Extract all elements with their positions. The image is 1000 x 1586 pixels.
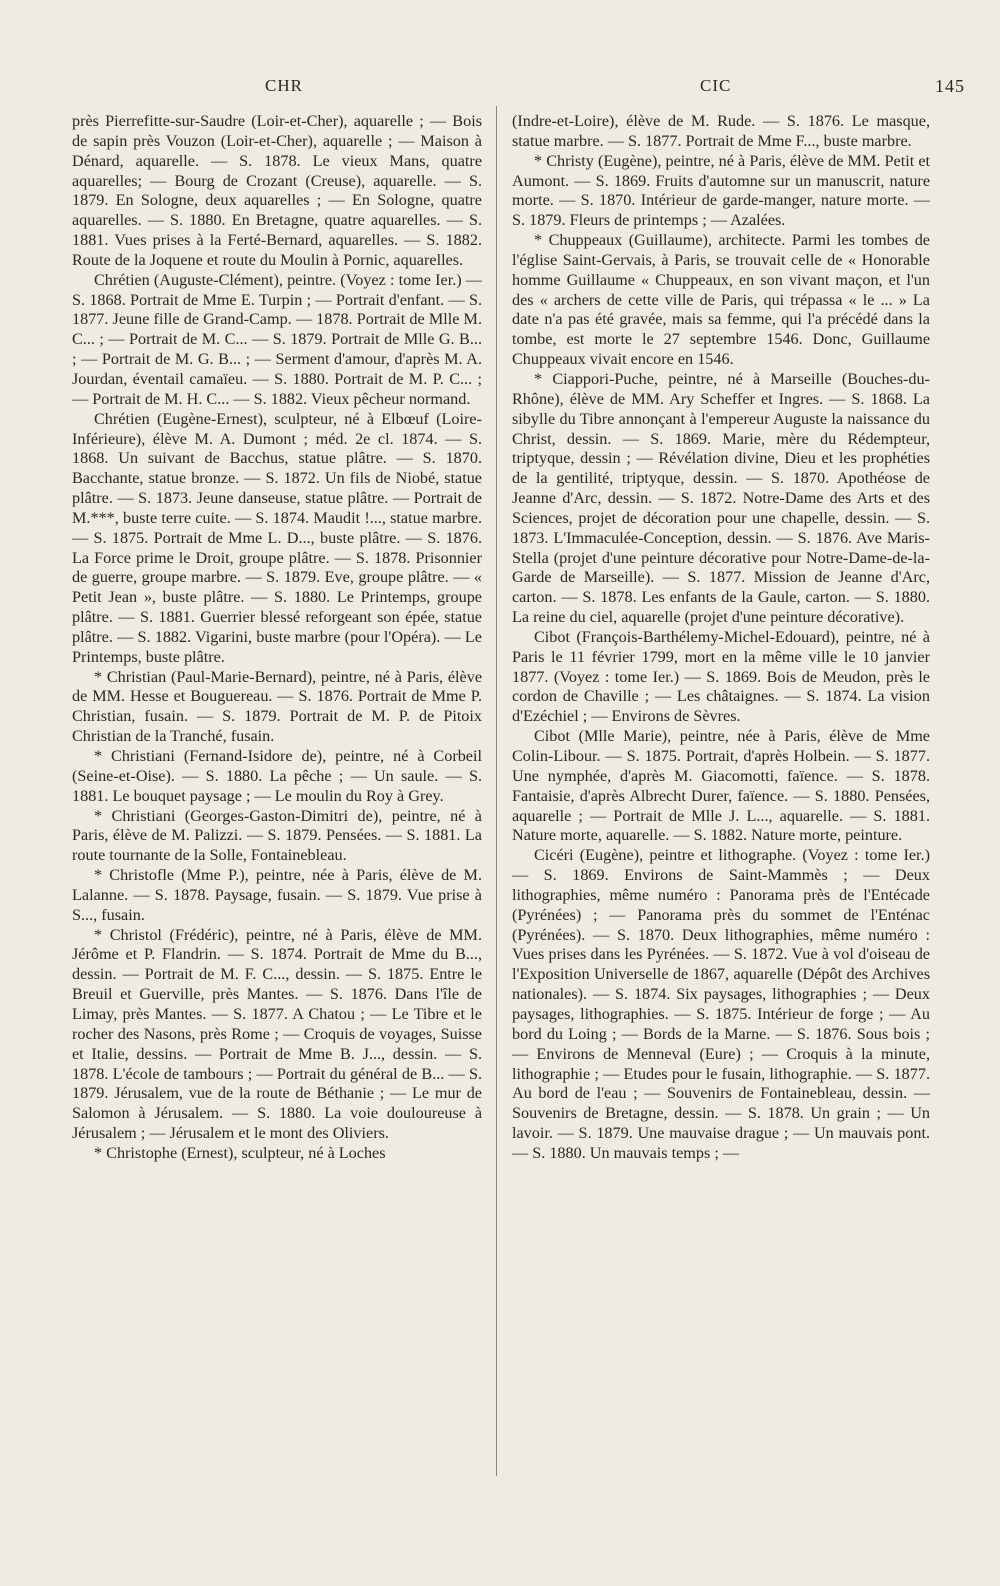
entry-cibot-francois: Cibot (François-Barthélemy-Michel-Edouard), peintre, né à Paris le 11 février 1799, mort en la même ville le 10 janvier 1877. (Voyez : tome Ier.) — S. 1869. Bois de Meudon, près le cordon de Chaville ; — Les châtaignes. — S. 1874. La vision d'Ezéchiel ; — Environs de Sèvres. <box>512 627 930 726</box>
entry-christiani-georges: * Christiani (Georges-Gaston-Dimitri de), peintre, né à Paris, élève de M. Palizzi. — S. 1879. Pensées. — S. 1881. La route tournante de la Solle, Fontainebleau. <box>72 806 482 865</box>
entry-chretien-eugene: Chrétien (Eugène-Ernest), sculpteur, né à Elbœuf (Loire-Inférieure), élève M. A. Dumont ; méd. 2e cl. 1874. — S. 1868. Un suivant de Bacchus, statue plâtre. — S. 1870. Bacchante, statue bronze. — S. 1872. Un fils de Niobé, statue plâtre. — S. 1873. Jeune danseuse, statue plâtre. — Portrait de M.***, buste terre cuite. — S. 1874. Maudit !..., statue marbre. — S. 1875. Portrait de Mme L. D..., buste plâtre. — S. 1876. La Force prime le Droit, groupe plâtre. — S. 1878. Prisonnier de guerre, groupe marbre. — S. 1879. Eve, groupe plâtre. — « Petit Jean », buste plâtre. — S. 1880. Le Printemps, groupe plâtre. — S. 1881. Guerrier blessé reforgeant son épée, statue plâtre. — S. 1882. Vigarini, buste marbre (pour l'Opéra). — Le Printemps, buste plâtre. <box>72 409 482 666</box>
entry-ciceri: Cicéri (Eugène), peintre et lithographe. (Voyez : tome Ier.) — S. 1869. Environs de Saint-Mammès ; — Deux lithographies, même numéro : Panorama près de l'Entécade (Pyrénées) ; — Panorama près du sommet de l'Enténac (Pyrénées). — S. 1870. Deux lithographies, même numéro : Vues prises dans les Pyrénées. — S. 1872. Vue à vol d'oiseau de l'Exposition Universelle de 1867, aquarelle (Dépôt des Archives nationales). — S. 1874. Six paysages, lithographies ; — Deux paysages, lithographies. — S. 1875. Intérieur de forge ; — Au bord du Loing ; — Bords de la Marne. — S. 1876. Sous bois ; — Environs de Menneval (Eure) ; — Croquis à la minute, lithographie ; — Etudes pour le fusain, lithographie. — S. 1877. Au bord de l'eau ; — Souvenirs de Fontainebleau, dessin. — Souvenirs de Bretagne, dessin. — S. 1878. Un grain ; — Un lavoir. — S. 1879. Une mauvaise drague ; — Un mauvais pont. — S. 1880. Un mauvais temps ; — <box>512 846 930 1162</box>
entry-chuppeaux: * Chuppeaux (Guillaume), architecte. Parmi les tombes de l'église Saint-Gervais, à Paris, se trouvait celle de « Honorable homme Guillaume « Chuppeaux, en son vivant maçon, et l'un des « archers de cette ville de Paris, qui trépassa « le ... » La date n'a pas été gravée, mais sa femme, qui l'a précédé dans la tombe, est morte le 27 septembre 1546. Donc, Guillaume Chuppeaux vivait encore en 1546. <box>512 231 930 369</box>
entry-christofle: * Christofle (Mme P.), peintre, née à Paris, élève de M. Lalanne. — S. 1878. Paysage, fusain. — S. 1879. Vue prise à S..., fusain. <box>72 866 482 924</box>
left-column <box>72 112 482 1164</box>
entry-christy: * Christy (Eugène), peintre, né à Paris, élève de MM. Petit et Aumont. — S. 1869. Fruits d'automne sur un manuscrit, nature morte. — S. 1870. Intérieur de garde-manger, nature morte. — S. 1879. Fleurs de printemps ; — Azalées. <box>512 151 930 230</box>
running-head-left: CHR <box>265 76 303 95</box>
running-head-right: CIC <box>700 76 732 95</box>
entry-christiani-fernand: * Christiani (Fernand-Isidore de), peintre, né à Corbeil (Seine-et-Oise). — S. 1880. La pêche ; — Un saule. — S. 1881. Le bouquet paysage ; — Le moulin du Roy à Grey. <box>72 747 482 805</box>
right-column <box>512 112 930 1164</box>
entry-christol: * Christol (Frédéric), peintre, né à Paris, élève de MM. Jérôme et P. Flandrin. — S. 1874. Portrait de Mme du B..., dessin. — Portrait de M. F. C..., dessin. — S. 1875. Entre le Breuil et Guerville, près Mantes. — S. 1876. Dans l'île de Limay, près Mantes. — S. 1877. A Chatou ; — Le Tibre et le rocher des Nasons, près Rome ; — Croquis de voyages, Suisse et Italie, dessins. — Portrait de Mme B. J..., dessin. — S. 1878. L'école de tambours ; — Portrait du général de B... — S. 1879. Jérusalem, vue de la route de Béthanie ; — Le mur de Salomon à Jérusalem. — S. 1880. La voie douloureuse à Jérusalem ; — Jérusalem et le mont des Oliviers. <box>72 925 482 1143</box>
page-number: 145 <box>935 76 965 96</box>
entry-chretien-auguste: Chrétien (Auguste-Clément), peintre. (Voyez : tome Ier.) — S. 1868. Portrait de Mme E. Turpin ; — Portrait d'enfant. — S. 1877. Jeune fille de Grand-Camp. — 1878. Portrait de Mlle M. C... ; — Portrait de M. C... — S. 1879. Portrait de Mlle G. B... ; — Portrait de M. G. B... ; — Serment d'amour, d'après M. A. Jourdan, éventail camaïeu. — S. 1880. Portrait de M. P. C... ; — Portrait de M. H. C... — S. 1882. Vieux pêcheur normand. <box>72 270 482 408</box>
entry-continuation: près Pierrefitte-sur-Saudre (Loir-et-Cher), aquarelle ; — Bois de sapin près Vouzon (Loir-et-Cher), aquarelle ; — Maison à Dénard, aquarelle. — S. 1878. Le vieux Mans, quatre aquarelles; — Bourg de Crozant (Creuse), aquarelle. — S. 1879. En Sologne, deux aquarelles ; — En Sologne, quatre aquarelles. — S. 1880. En Bretagne, quatre aquarelles. — S. 1881. Vues prises à la Ferté-Bernard, aquarelles. — S. 1882. Route de la Joquene et route du Moulin à Pornic, aquarelles. <box>72 112 482 269</box>
entry-ciappori-puche: * Ciappori-Puche, peintre, né à Marseille (Bouches-du-Rhône), élève de MM. Ary Scheffer et Ingres. — S. 1868. La sibylle du Tibre annonçant à l'empereur Auguste la naissance du Christ, dessin. — S. 1869. Marie, mère du Rédempteur, triptyque, dessin ; — Révélation divine, Dieu et les prophéties de la gentilité, triptyque, dessin. — S. 1870. Apothéose de Jeanne d'Arc, dessin. — S. 1872. Notre-Dame des Arts et des Sciences, projet de décoration pour une chapelle, dessin. — S. 1873. L'Immaculée-Conception, dessin. — S. 1876. Ave Maris-Stella (projet d'une peinture décorative pour Notre-Dame-de-la-Garde de Marseille). — S. 1877. Mission de Jeanne d'Arc, carton. — S. 1878. Les enfants de la Gaule, carton. — S. 1880. La reine du ciel, aquarelle (projet d'une peinture décorative). <box>512 369 930 627</box>
entry-christian: * Christian (Paul-Marie-Bernard), peintre, né à Paris, élève de MM. Hesse et Bouguereau. — S. 1876. Portrait de Mme P. Christian, fusain. — S. 1879. Portrait de M. P. de Pitoix Christian de la Tranché, fusain. <box>72 667 482 746</box>
entry-continuation-christophe: (Indre-et-Loire), élève de M. Rude. — S. 1876. Le masque, statue marbre. — S. 1877. Portrait de Mme F..., buste marbre. <box>512 112 930 150</box>
entry-christophe: * Christophe (Ernest), sculpteur, né à Loches <box>94 1143 386 1162</box>
entry-cibot-marie: Cibot (Mlle Marie), peintre, née à Paris, élève de Mme Colin-Libour. — S. 1875. Portrait, d'après Holbein. — S. 1877. Une nymphée, d'après M. Giacomotti, faïence. — S. 1878. Fantaisie, d'après Albrecht Durer, faïence. — S. 1880. Pensées, aquarelle ; — Portrait de Mlle J. L..., aquarelle. — S. 1881. Nature morte, aquarelle. — S. 1882. Nature morte, peinture. <box>512 727 930 845</box>
column-divider <box>496 106 497 1476</box>
